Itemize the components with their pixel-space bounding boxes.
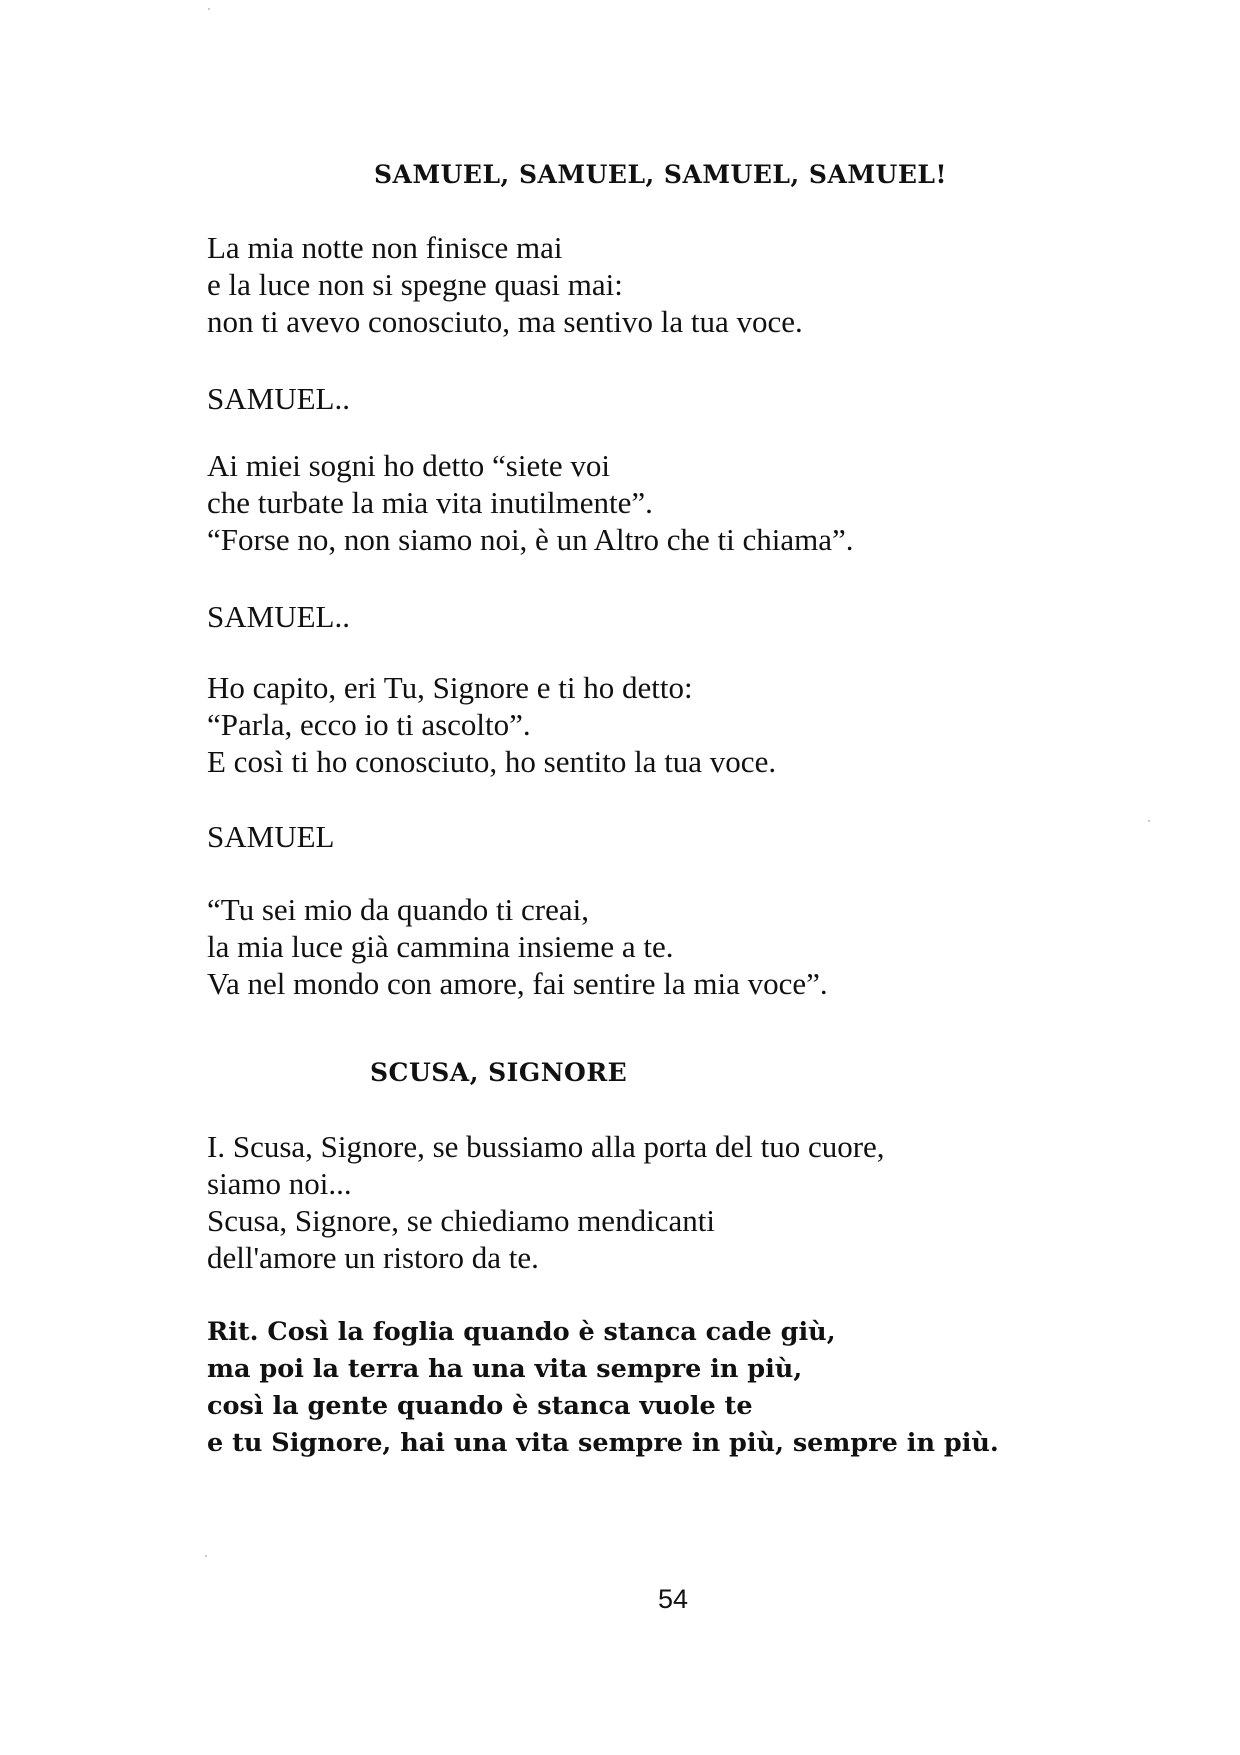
stanza [207, 1128, 885, 1276]
verse-line: SAMUEL.. [207, 381, 350, 416]
verse-line: la mia luce già cammina insieme a te. [207, 929, 674, 964]
verse-line: SAMUEL [207, 819, 335, 854]
song-title-scusa-signore: SCUSA, SIGNORE [370, 1058, 628, 1087]
page-number: 54 [658, 1584, 689, 1614]
refrain-line [207, 818, 334, 855]
scan-speck [205, 1555, 207, 1557]
verse-line: “Parla, ecco io ti ascolto”. [207, 707, 531, 742]
refrain-line: ma poi la terra ha una vita sempre in più, [207, 1354, 803, 1384]
stanza [207, 669, 776, 780]
refrain-line: così la gente quando è stanca vuole te [207, 1391, 753, 1421]
verse-line: Ai miei sogni ho detto “siete voi [207, 448, 610, 483]
verse-line: che turbate la mia vita inutilmente”. [207, 485, 653, 520]
verse-line: “Tu sei mio da quando ti creai, [207, 892, 589, 927]
verse-line: non ti avevo conosciuto, ma sentivo la tua voce. [207, 304, 803, 339]
stanza [207, 229, 803, 340]
refrain-line: Rit. Così la foglia quando è stanca cade giù, [207, 1317, 836, 1347]
scan-speck [1148, 820, 1150, 822]
verse-line: e la luce non si spegne quasi mai: [207, 267, 623, 302]
stanza [207, 447, 854, 558]
verse-line: siamo noi... [207, 1166, 352, 1201]
song-title-samuel: SAMUEL, SAMUEL, SAMUEL, SAMUEL! [374, 160, 947, 189]
refrain [207, 1314, 999, 1462]
stanza [207, 891, 828, 1002]
verse-line: “Forse no, non siamo noi, è un Altro che ti chiama”. [207, 522, 854, 557]
verse-line: E così ti ho conosciuto, ho sentito la tua voce. [207, 744, 777, 779]
refrain-line: e tu Signore, hai una vita sempre in più, sempre in più. [207, 1428, 999, 1458]
verse-line: Ho capito, eri Tu, Signore e ti ho detto: [207, 670, 693, 705]
scan-speck [208, 8, 210, 10]
verse-line: Scusa, Signore, se chiediamo mendicanti [207, 1203, 715, 1238]
verse-line: SAMUEL.. [207, 599, 350, 634]
verse-line: I. Scusa, Signore, se bussiamo alla porta del tuo cuore, [207, 1129, 885, 1164]
refrain-line [207, 598, 350, 635]
refrain-line [207, 380, 350, 417]
verse-line: Va nel mondo con amore, fai sentire la mia voce”. [207, 966, 828, 1001]
verse-line: dell'amore un ristoro da te. [207, 1240, 539, 1275]
verse-line: La mia notte non finisce mai [207, 230, 563, 265]
